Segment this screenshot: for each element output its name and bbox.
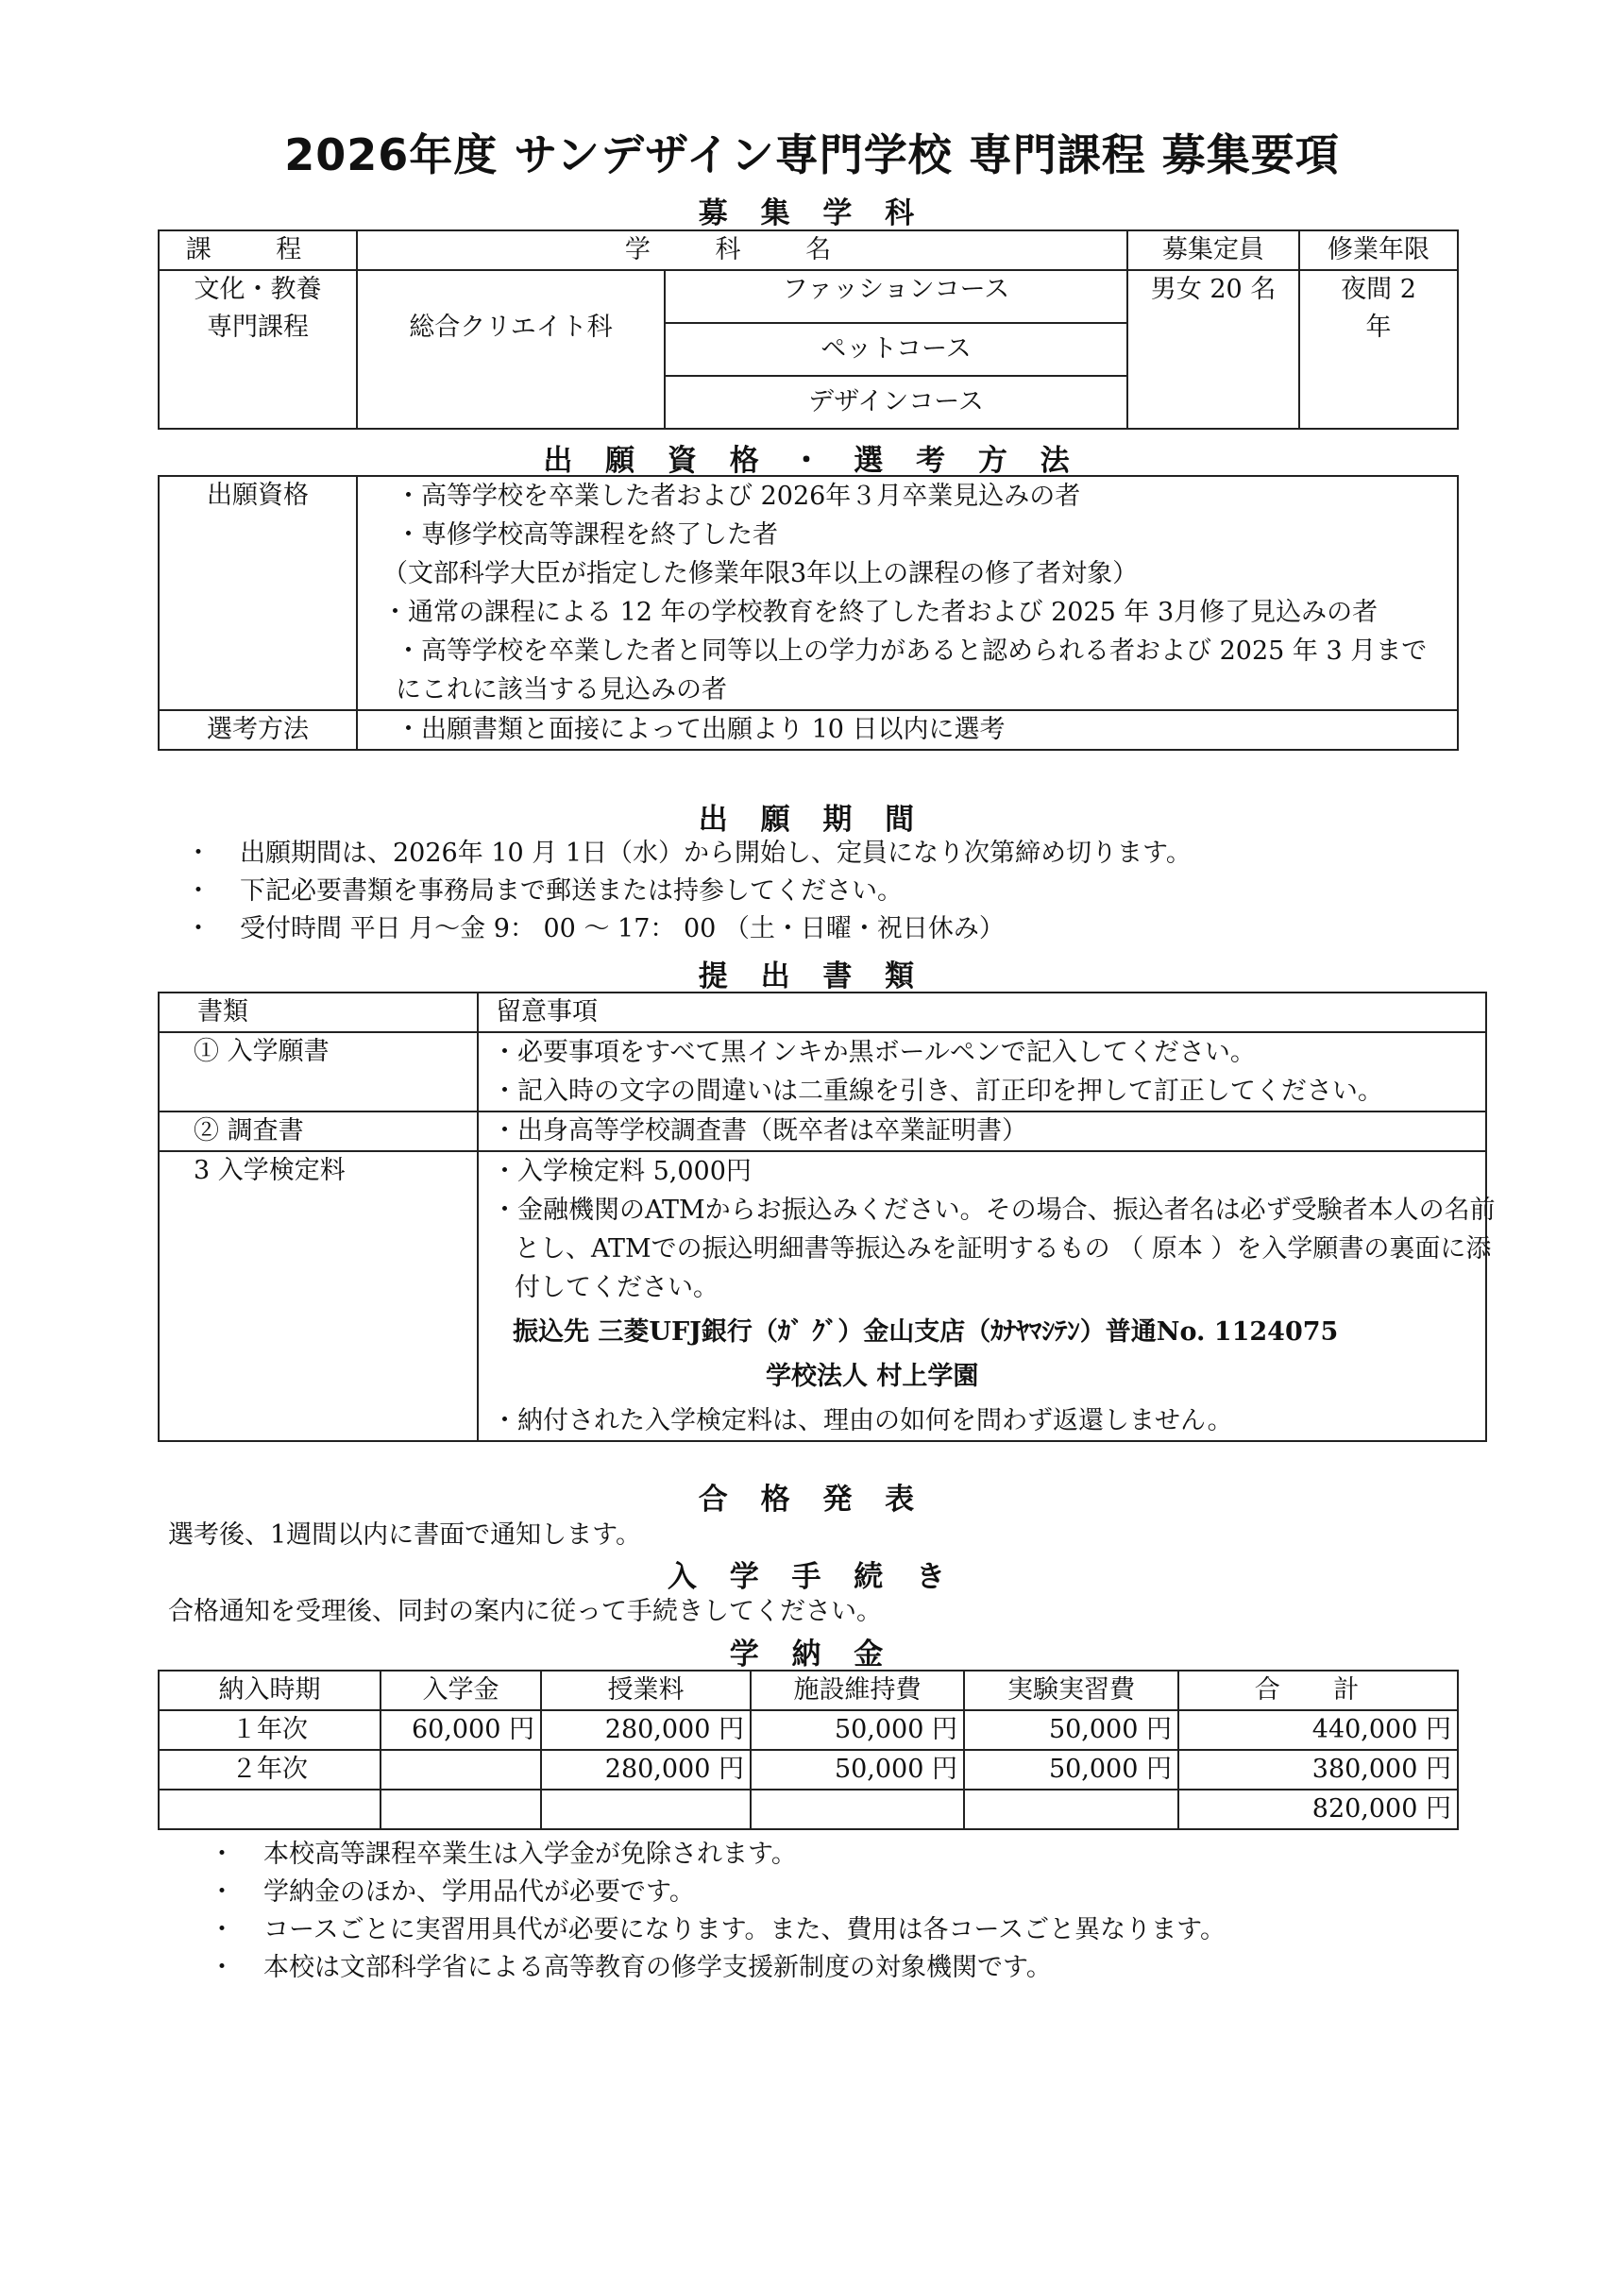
header-course-type: 課 程	[159, 230, 357, 270]
list-item	[170, 910, 1492, 948]
section-heading-eligibility: 出 願 資 格 ・ 選 考 方 法	[543, 444, 1081, 478]
fees-cell: 380,000 円	[1178, 1750, 1458, 1790]
eligibility-table	[158, 475, 1459, 751]
fees-header: 納入時期	[159, 1671, 381, 1710]
course-type-line: 専門課程	[207, 313, 309, 342]
fees-note: 本校高等課程卒業生は入学金が免除されます。	[263, 1840, 797, 1869]
fees-cell: 50,000 円	[751, 1710, 964, 1750]
documents-table	[158, 992, 1496, 1442]
bullet: ・	[209, 1877, 235, 1907]
eligibility-line: ・高等学校を卒業した者と同等以上の学力があると認められる者および 2025 年 3 月までにこれに該当する見込みの者	[396, 636, 1428, 704]
fees-cell: ２年次	[159, 1750, 381, 1790]
section-heading-fees: 学 納 金	[729, 1638, 895, 1672]
selection-text: ・出願書類と面接によって出願より 10 日以内に選考	[357, 710, 1458, 750]
list-item	[170, 835, 1492, 873]
course-type-cell	[159, 270, 357, 429]
fee-notes	[478, 1151, 1496, 1441]
document-name: 3 入学検定料	[159, 1151, 478, 1441]
document-note: ・記入時の文字の間違いは二重線を引き、訂正印を押して訂正してください。	[492, 1077, 1383, 1106]
header-capacity: 募集定員	[1127, 230, 1299, 270]
fees-cell: 440,000 円	[1178, 1710, 1458, 1750]
eligibility-lines	[357, 476, 1458, 710]
section-heading-procedure: 入 学 手 続 き	[667, 1560, 957, 1594]
fees-cell: 50,000 円	[964, 1750, 1178, 1790]
fees-cell	[541, 1790, 751, 1829]
bullet: ・	[209, 1915, 235, 1944]
list-item	[194, 1874, 1515, 1911]
fees-header: 入学金	[381, 1671, 541, 1710]
payee-name: 学校法人 村上学園	[766, 1362, 979, 1391]
documents-col-header: 留意事項	[478, 993, 1486, 1032]
fees-total: 820,000 円	[1178, 1790, 1458, 1829]
fees-cell	[964, 1790, 1178, 1829]
header-years: 修業年限	[1299, 230, 1458, 270]
capacity-cell: 男女 20 名	[1127, 270, 1299, 429]
bank-account: 振込先 三菱UFJ銀行（ｶﾞ ｸﾞ）金山支店（ｶﾅﾔﾏｼﾃﾝ）普通No. 1124075	[513, 1317, 1339, 1347]
selection-label: 選考方法	[159, 710, 357, 750]
fees-header: 実験実習費	[964, 1671, 1178, 1710]
list-item	[194, 1911, 1515, 1949]
fees-cell: 60,000 円	[381, 1710, 541, 1750]
fees-table	[158, 1670, 1459, 1830]
fees-header: 授業料	[541, 1671, 751, 1710]
eligibility-line: （文部科学大臣が指定した修業年限3年以上の課程の修了者対象）	[382, 559, 1139, 588]
fees-cell: 50,000 円	[964, 1710, 1178, 1750]
eligibility-line: ・専修学校高等課程を終了した者	[396, 520, 778, 550]
document-note: ・必要事項をすべて黒インキか黒ボールペンで記入してください。	[492, 1038, 1256, 1067]
document-name: ① 入学願書	[159, 1032, 478, 1112]
document-name: ② 調査書	[159, 1112, 478, 1151]
fees-note: 本校は文部科学省による高等教育の修学支援新制度の対象機関です。	[263, 1953, 1052, 1982]
eligibility-line: ・高等学校を卒業した者および 2026年３月卒業見込みの者	[396, 482, 1081, 511]
years-cell: 夜間 2 年	[1299, 270, 1458, 429]
page-title: 2026年度 サンデザイン専門学校 専門課程 募集要項	[284, 129, 1340, 180]
fees-cell	[751, 1790, 964, 1829]
section-heading-period: 出 願 期 間	[698, 803, 926, 837]
table-row	[159, 1790, 1458, 1829]
bullet: ・	[209, 1953, 235, 1982]
fees-notes	[194, 1836, 1515, 1987]
eligibility-label: 出願資格	[159, 476, 357, 710]
result-text: 選考後、1週間以内に書面で通知します。	[168, 1520, 642, 1550]
section-heading-result: 合 格 発 表	[698, 1483, 926, 1517]
period-item: 出願期間は、2026年 10 月 1日（水）から開始し、定員になり次第締め切ります。	[240, 839, 1192, 868]
document-notes	[478, 1032, 1486, 1112]
bullet: ・	[185, 839, 211, 868]
document-note: ・出身高等学校調査書（既卒者は卒業証明書）	[478, 1112, 1486, 1151]
fees-cell	[381, 1750, 541, 1790]
period-item: 下記必要書類を事務局まで郵送または持参してください。	[240, 876, 903, 906]
period-list	[170, 835, 1492, 948]
eligibility-line: ・通常の課程による 12 年の学校教育を終了した者および 2025 年 3月修了見込みの者	[382, 598, 1379, 627]
list-item	[194, 1949, 1515, 1987]
table-row	[159, 1710, 1458, 1750]
section-heading-recruit: 募 集 学 科	[698, 196, 926, 230]
documents-col-header: 書類	[159, 993, 478, 1032]
fees-header: 施設維持費	[751, 1671, 964, 1710]
department-name: 総合クリエイト科	[357, 270, 665, 429]
fees-cell: 280,000 円	[541, 1750, 751, 1790]
bullet: ・	[185, 914, 211, 943]
bullet: ・	[185, 876, 211, 906]
list-item	[194, 1836, 1515, 1874]
course-type-line: 文化・教養	[194, 275, 322, 304]
fees-cell: １年次	[159, 1710, 381, 1750]
section-heading-documents: 提 出 書 類	[698, 959, 926, 993]
fees-cell	[381, 1790, 541, 1829]
recruit-table	[158, 229, 1459, 430]
procedure-text: 合格通知を受理後、同封の案内に従って手続きしてください。	[168, 1597, 882, 1626]
period-item: 受付時間 平日 月～金 9： 00 ～ 17： 00 （土・日曜・祝日休み）	[240, 914, 1005, 943]
fees-cell: 280,000 円	[541, 1710, 751, 1750]
course-fashion: ファッションコース	[665, 270, 1127, 323]
fees-header: 合 計	[1178, 1671, 1458, 1710]
header-department: 学 科 名	[357, 230, 1127, 270]
fees-cell: 50,000 円	[751, 1750, 964, 1790]
table-row	[159, 1750, 1458, 1790]
refund-note: ・納付された入学検定料は、理由の如何を問わず返還しません。	[492, 1406, 1233, 1435]
fees-cell	[159, 1790, 381, 1829]
list-item	[170, 873, 1492, 910]
fee-line: ・入学検定料 5,000円	[492, 1157, 752, 1186]
course-design: デザインコース	[665, 376, 1127, 429]
bullet: ・	[209, 1840, 235, 1869]
fees-note: 学納金のほか、学用品代が必要です。	[263, 1877, 695, 1907]
fee-transfer-text: ・金融機関のATMからお振込みください。その場合、振込者名は必ず受験者本人の名前とし、ATMでの振込明細書等振込みを証明するもの （ 原本 ）を入学願書の裏面に添付してください。	[492, 1196, 1496, 1302]
course-pet: ペットコース	[665, 323, 1127, 376]
fees-note: コースごとに実習用具代が必要になります。また、費用は各コースごと異なります。	[263, 1915, 1226, 1944]
